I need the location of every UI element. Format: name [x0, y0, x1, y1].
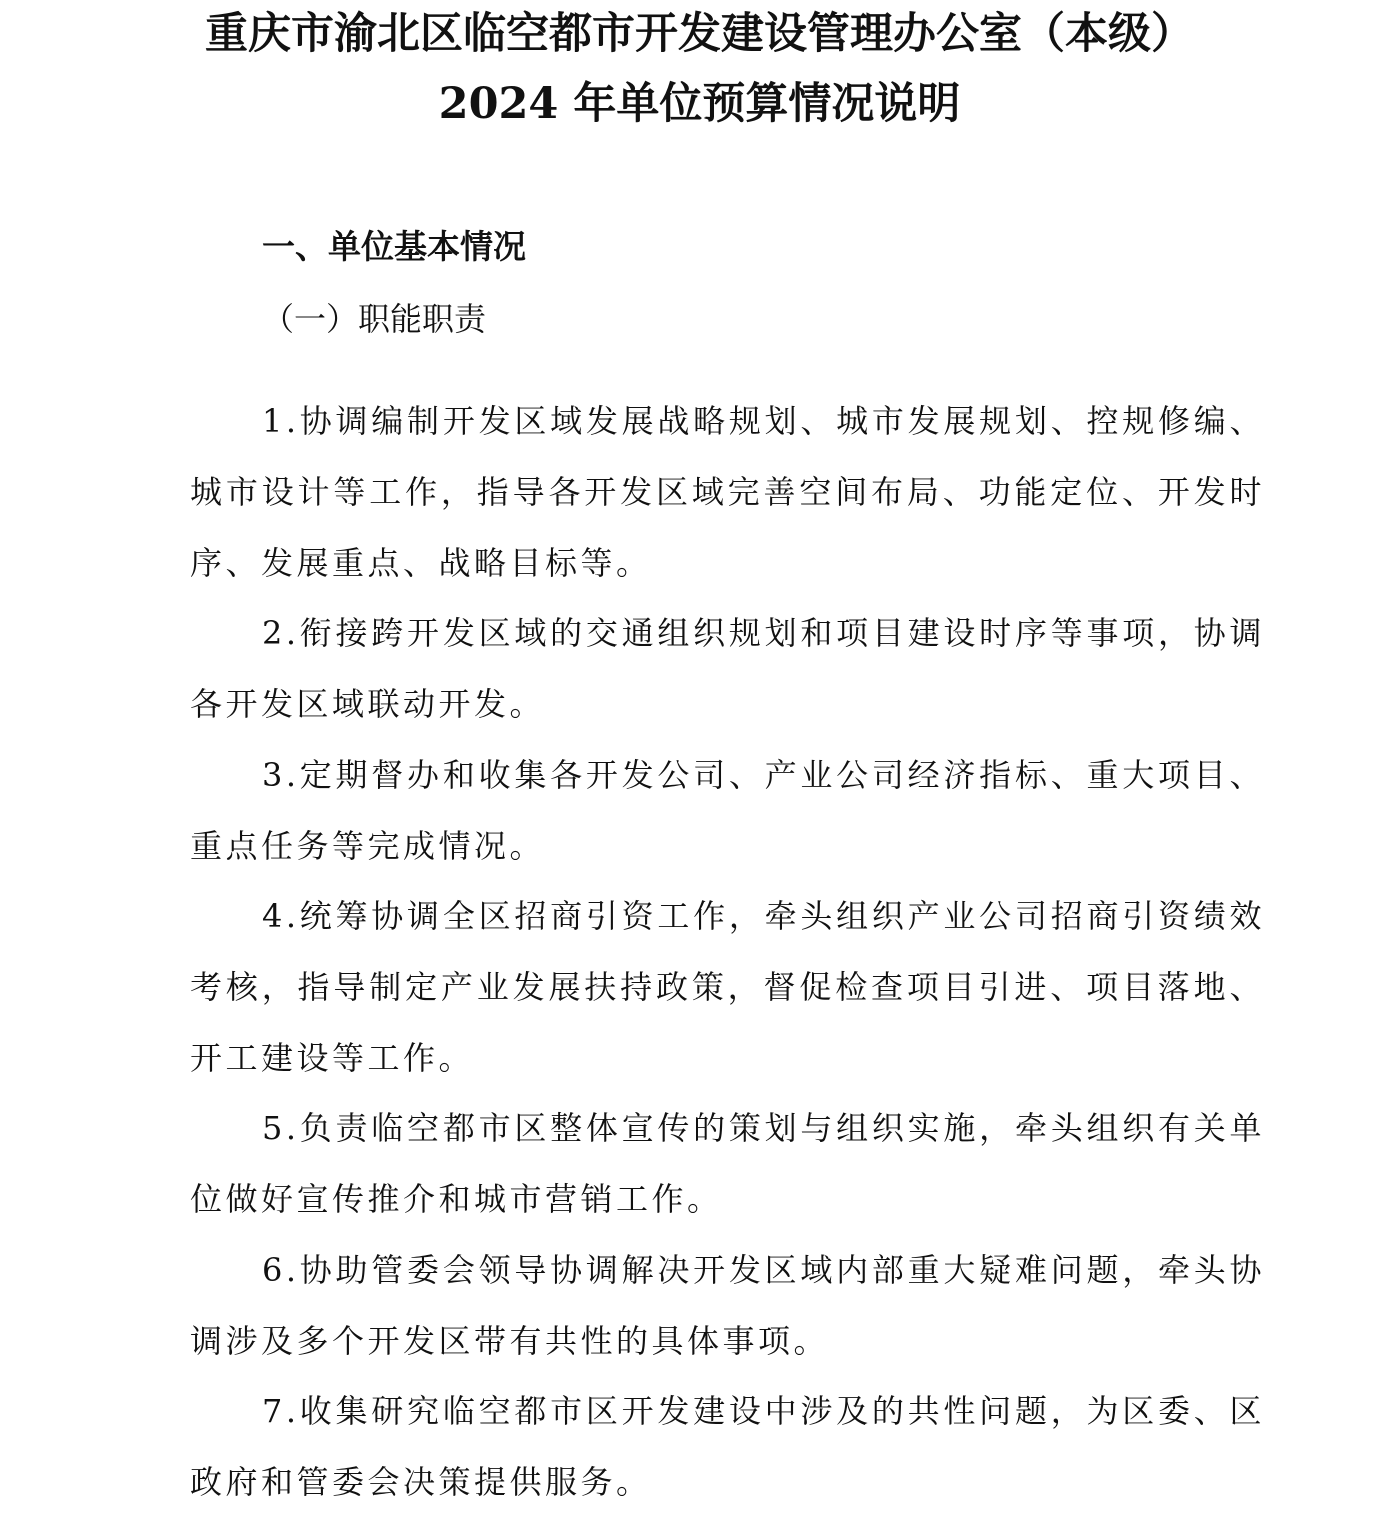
duty-paragraph-7: 7.收集研究临空都市区开发建设中涉及的共性问题，为区委、区政府和管委会决策提供服务。 [190, 1392, 1265, 1501]
duty-paragraph-5: 5.负责临空都市区整体宣传的策划与组织实施，牵头组织有关单位做好宣传推介和城市营销工作。 [190, 1109, 1265, 1218]
duty-paragraph-1: 1.协调编制开发区域发展战略规划、城市发展规划、控规修编、城市设计等工作，指导各开发区域完善空间布局、功能定位、开发时序、发展重点、战略目标等。 [190, 402, 1265, 582]
duty-paragraph-3: 3.定期督办和收集各开发公司、产业公司经济指标、重大项目、重点任务等完成情况。 [190, 756, 1265, 865]
duty-paragraph-2: 2.衔接跨开发区域的交通组织规划和项目建设时序等事项，协调各开发区域联动开发。 [190, 614, 1265, 723]
document-title-line2: 2024 年单位预算情况说明 [438, 79, 961, 129]
document-title-line1: 重庆市渝北区临空都市开发建设管理办公室（本级） [205, 9, 1194, 59]
duty-paragraph-4: 4.统筹协调全区招商引资工作，牵头组织产业公司招商引资绩效考核，指导制定产业发展扶持政策，督促检查项目引进、项目落地、开工建设等工作。 [190, 897, 1265, 1077]
duty-paragraph-6: 6.协助管委会领导协调解决开发区域内部重大疑难问题，牵头协调涉及多个开发区带有共性的具体事项。 [190, 1251, 1265, 1360]
subsection-heading-functions: （一）职能职责 [262, 300, 487, 338]
section-heading-basic-info: 一、单位基本情况 [262, 227, 526, 266]
